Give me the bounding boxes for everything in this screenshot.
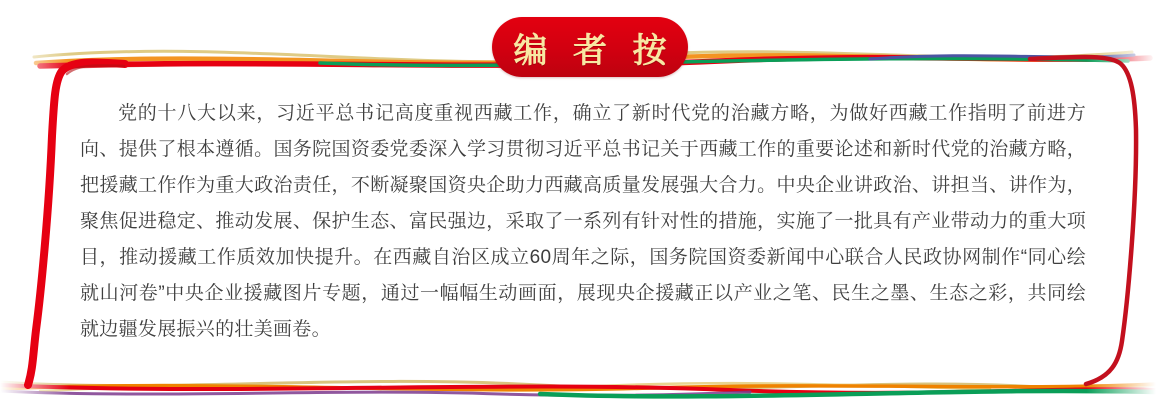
editor-note-badge — [492, 17, 688, 77]
bottom-ribbon-bundle — [0, 381, 1156, 396]
editor-note-badge-label: 编 者 按 — [513, 31, 675, 70]
editorial-paragraph: 党的十八大以来，习近平总书记高度重视西藏工作，确立了新时代党的治藏方略，为做好西藏工作指明了前进方向、提供了根本遵循。国务院国资委党委深入学习贯彻习近平总书记关于西藏工作的重要论述和新时代党的治藏方略，把援藏工作作为重大政治责任，不断凝聚国资央企助力西藏高质量发展强大合力。中央企业讲政治、讲担当、讲作为，聚焦促进稳定、推动发展、保护生态、富民强边，采取了一系列有针对性的措施，实施了一批具有产业带动力的重大项目，推动援藏工作质效加快提升。在西藏自治区成立60周年之际，国务院国资委新闻中心联合人民政协网制作“同心绘就山河卷”中央企业援藏图片专题，通过一幅幅生动画面，展现央企援藏正以产业之笔、民生之墨、生态之彩，共同绘就边疆发展振兴的壮美画卷。 — [80, 103, 1086, 340]
